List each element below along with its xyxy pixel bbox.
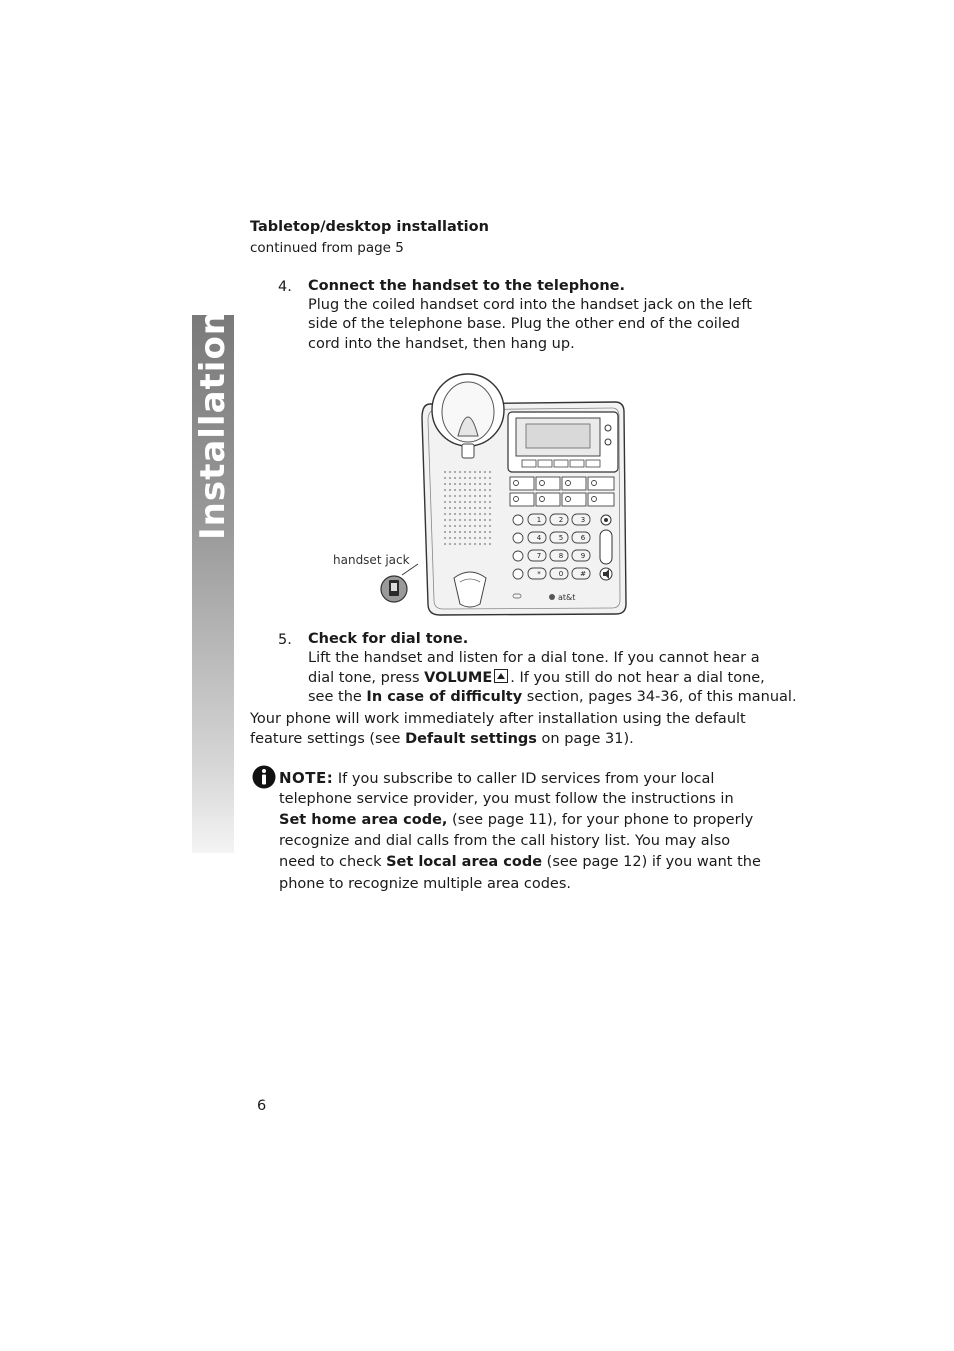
- note-label: NOTE:: [279, 769, 334, 787]
- text-segment: need to check: [279, 854, 387, 870]
- svg-text:#: #: [580, 570, 586, 578]
- step5-line: [308, 668, 765, 688]
- note-line: [279, 852, 761, 872]
- svg-text:9: 9: [580, 552, 586, 560]
- body-line: [250, 729, 634, 749]
- step4-line: cord into the handset, then hang up.: [308, 336, 575, 352]
- cross-reference: Set home area code,: [279, 812, 448, 828]
- step4-line: side of the telephone base. Plug the other end of the coiled: [308, 316, 740, 332]
- text-segment: see the: [308, 689, 367, 705]
- info-icon: [252, 765, 276, 789]
- note-line: [279, 810, 753, 830]
- step5-line: [308, 687, 797, 707]
- text-segment: If you subscribe to caller ID services from your local: [333, 771, 715, 787]
- svg-text:4: 4: [536, 534, 542, 542]
- svg-text:2: 2: [558, 516, 564, 524]
- svg-text:5: 5: [558, 534, 564, 542]
- step5-heading: Check for dial tone.: [308, 631, 469, 647]
- text-segment: (see page 11), for your phone to properly: [447, 812, 754, 828]
- svg-text:8: 8: [558, 552, 564, 560]
- page-number: 6: [257, 1098, 267, 1114]
- section-title: Tabletop/desktop installation: [250, 219, 489, 235]
- text-segment: . If you still do not hear a dial tone,: [510, 670, 765, 686]
- volume-up-icon: [494, 669, 508, 683]
- note-line: telephone service provider, you must follow the instructions in: [279, 791, 734, 807]
- text-segment: section, pages 34-36, of this manual.: [522, 689, 797, 705]
- text-segment: on page 31).: [536, 731, 634, 747]
- cross-reference: Default settings: [405, 731, 537, 747]
- handset-jack-label: handset jack: [333, 553, 410, 567]
- svg-text:*: *: [537, 570, 541, 578]
- volume-key-label: VOLUME: [424, 670, 493, 686]
- section-subtitle: continued from page 5: [250, 240, 404, 256]
- note-line: phone to recognize multiple area codes.: [279, 876, 572, 892]
- cross-reference: In case of difficulty: [366, 689, 523, 705]
- telephone-illustration: [330, 368, 630, 620]
- svg-text:0: 0: [558, 570, 564, 578]
- body-line: Your phone will work immediately after installation using the default: [250, 711, 746, 727]
- text-segment: dial tone, press: [308, 670, 425, 686]
- note-line: [279, 768, 714, 789]
- side-tab-label-wrap: [192, 309, 234, 541]
- svg-text:7: 7: [536, 552, 542, 560]
- note-line: recognize and dial calls from the call history list. You may also: [279, 833, 731, 849]
- svg-text:1: 1: [536, 516, 542, 524]
- step4-line: Plug the coiled handset cord into the handset jack on the left: [308, 297, 752, 313]
- telephone-drawing: [330, 368, 630, 620]
- brand-logo: at&t: [558, 593, 576, 602]
- step4-number: 4.: [278, 279, 292, 295]
- cross-reference: Set local area code: [386, 854, 543, 870]
- svg-text:3: 3: [580, 516, 586, 524]
- side-tab-label: Installation: [193, 309, 233, 541]
- svg-text:6: 6: [580, 534, 586, 542]
- step5-line: Lift the handset and listen for a dial tone. If you cannot hear a: [308, 650, 760, 666]
- text-segment: feature settings (see: [250, 731, 406, 747]
- step4-heading: Connect the handset to the telephone.: [308, 278, 626, 294]
- text-segment: (see page 12) if you want the: [542, 854, 761, 870]
- step5-number: 5.: [278, 632, 292, 648]
